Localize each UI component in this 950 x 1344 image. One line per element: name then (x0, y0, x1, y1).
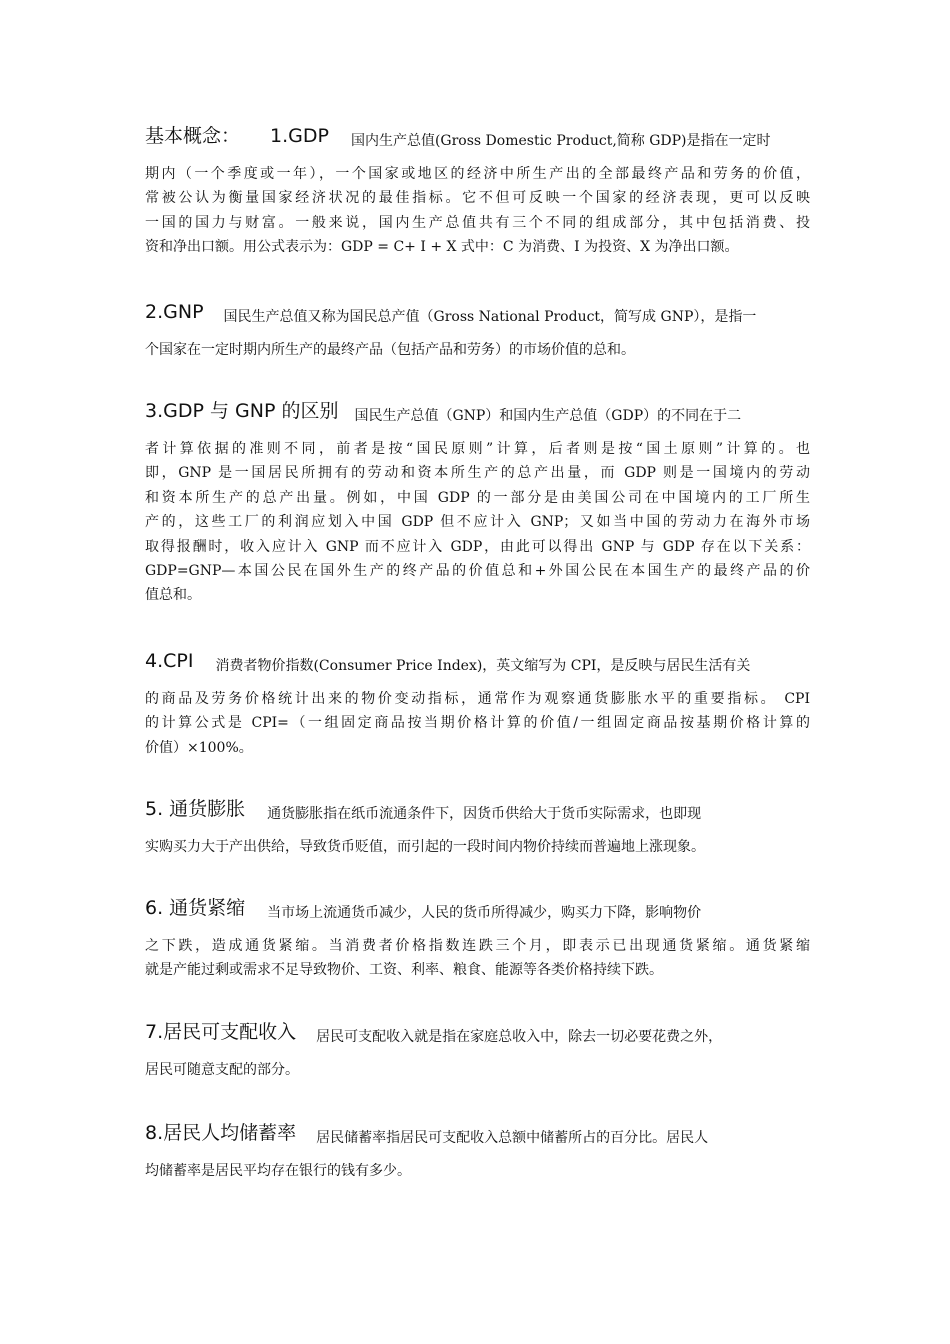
section-body (145, 1159, 810, 1183)
body-line: 和资本所生产的总产出量。例如，中国 GDP 的一部分是由美国公司在中国境内的工厂所生 (145, 489, 810, 506)
body-line: 居民可随意支配的部分。 (145, 1062, 299, 1078)
section-lead-text: 居民储蓄率指居民可支配收入总额中储蓄所占的百分比。居民人 (316, 1130, 709, 1146)
body-line: 均储蓄率是居民平均存在银行的钱有多少。 (145, 1163, 411, 1179)
body-line: 之下跌，造成通货紧缩。当消费者价格指数连跌三个月，即表示已出现通货紧缩。通货紧缩 (145, 938, 810, 954)
section-body (145, 687, 810, 760)
section-body (145, 835, 810, 859)
body-line: 就是产能过剩或需求不足导致物价、工资、利率、粮食、能源等各类价格持续下跌。 (145, 962, 663, 979)
section-gdp-gnp-difference (145, 399, 810, 608)
section-lead-text: 国民生产总值（GNP）和国内生产总值（GDP）的不同在于二 (354, 408, 742, 424)
section-lead-text: 通货膨胀指在纸币流通条件下，因货币供给大于货币实际需求，也即现 (267, 806, 702, 822)
section-header (145, 399, 810, 433)
body-line: 值总和。 (145, 587, 201, 604)
section-header (145, 124, 810, 158)
section-title: 4.CPI (145, 650, 194, 672)
body-line: 资和净出口额。用公式表示为：GDP = C+ I + X 式中：C 为消费、I 为投资、X 为净出口额。 (145, 239, 739, 256)
body-line: 的商品及劳务价格统计出来的物价变动指标，通常作为观察通货膨胀水平的重要指标。 CPI (145, 691, 810, 707)
section-header (145, 797, 810, 831)
section-title: 2.GNP (145, 301, 204, 323)
section-disposable-income (145, 1020, 810, 1082)
section-lead-text: 国内生产总值(Gross Domestic Product,简称 GDP)是指在一定时 (350, 133, 771, 149)
section-savings-rate (145, 1121, 810, 1183)
section-body (145, 162, 810, 260)
body-line: 实购买力大于产出供给，导致货币贬值，而引起的一段时间内物价持续而普遍地上涨现象。 (145, 839, 705, 855)
section-lead-text: 当市场上流通货币减少，人民的货币所得减少，购买力下降，影响物价 (267, 905, 702, 921)
section-header (145, 896, 810, 930)
body-line: 个国家在一定时期内所生产的最终产品（包括产品和劳务）的市场价值的总和。 (145, 342, 635, 358)
body-line: 的计算公式是 CPI=（一组固定商品按当期价格计算的价值/一组固定商品按基期价格计算的 (145, 715, 810, 732)
section-title: 5. 通货膨胀 (145, 798, 246, 820)
section-body (145, 437, 810, 608)
section-header (145, 300, 810, 334)
section-lead-text: 国民生产总值又称为国民总产值（Gross National Product，简写成 GNP），是指一 (223, 309, 757, 325)
body-line: 一国的国力与财富。一般来说，国内生产总值共有三个不同的组成部分，其中包括消费、投 (145, 214, 810, 231)
section-title: 1.GDP (270, 125, 329, 147)
body-line: GDP=GNP—本国公民在国外生产的终产品的价值总和+外国公民在本国生产的最终产品的价 (145, 563, 810, 580)
section-gdp (145, 124, 810, 260)
section-header (145, 649, 810, 683)
section-body (145, 1058, 810, 1082)
body-line: 价值）×100%。 (145, 739, 253, 756)
section-inflation (145, 797, 810, 859)
section-body (145, 934, 810, 983)
body-line: 即，GNP 是一国居民所拥有的劳动和资本所生产的总产出量，而 GDP 则是一国境内的劳动 (145, 465, 810, 482)
concepts-label: 基本概念： (145, 125, 241, 147)
section-body (145, 338, 810, 362)
body-line: 期内（一个季度或一年），一个国家或地区的经济中所生产出的全部最终产品和劳务的价值， (145, 166, 810, 182)
body-line: 常被公认为衡量国家经济状况的最佳指标。它不但可反映一个国家的经济表现，更可以反映 (145, 190, 810, 207)
section-lead-text: 居民可支配收入就是指在家庭总收入中，除去一切必要花费之外， (316, 1029, 723, 1045)
section-header (145, 1121, 810, 1155)
body-line: 取得报酬时，收入应计入 GNP 而不应计入 GDP，由此可以得出 GNP 与 GDP 存在以下关系： (145, 538, 810, 555)
section-title: 3.GDP 与 GNP 的区别 (145, 400, 339, 422)
body-line: 产的，这些工厂的利润应划入中国 GDP 但不应计入 GNP；又如当中国的劳动力在海外市场 (145, 514, 810, 531)
section-title: 6. 通货紧缩 (145, 897, 246, 919)
section-title: 7.居民可支配收入 (145, 1021, 297, 1043)
section-header (145, 1020, 810, 1054)
section-deflation (145, 896, 810, 983)
section-gnp (145, 300, 810, 362)
section-cpi (145, 649, 810, 760)
section-lead-text: 消费者物价指数(Consumer Price Index)，英文缩写为 CPI，是反映与居民生活有关 (215, 658, 751, 674)
section-title: 8.居民人均储蓄率 (145, 1122, 297, 1144)
body-line: 者计算依据的准则不同，前者是按“国民原则”计算，后者则是按“国土原则”计算的。也 (145, 441, 810, 457)
